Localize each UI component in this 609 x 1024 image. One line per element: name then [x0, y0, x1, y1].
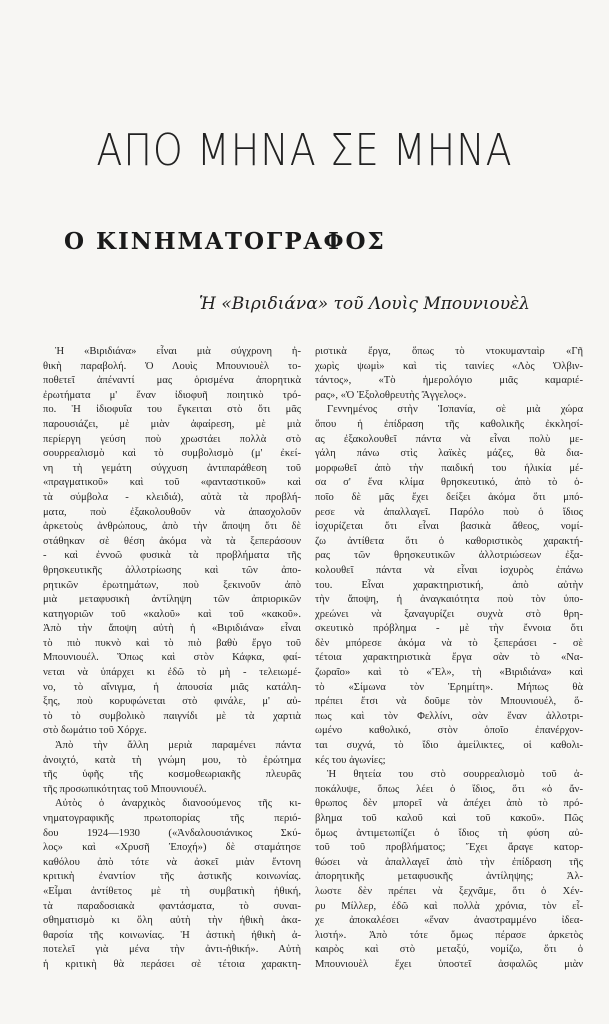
text-line: παρουσιάζει, μὲ μιὰν ἀφαίρεση, μὲ μιὰ — [43, 418, 301, 430]
text-line: θώσει νὰ ἀπαλλαγεῖ ἀπὸ τὴν ἐπίδραση τῆς — [315, 856, 583, 868]
text-line: πρέπει ἔτσι νὰ δοῦμε τὸν Μπουνιουέλ, ὅ- — [315, 696, 583, 708]
paragraph — [43, 739, 301, 797]
text-line: ἀπορητικῆς μεταφυσικῆς ἀντίληψης; Ἀλ- — [315, 871, 583, 883]
text-line: τὸ τὸ συμβολικὸ παιγνίδι μὲ τὰ χαρτιὰ — [43, 710, 301, 722]
text-line: χωρὶς ψωμὶ» καὶ τὶς ταινίες «Λὸς Ὀλβιν- — [315, 360, 583, 372]
text-line: νη τὴ γεμάτη σύγχυση ἀντιπαράθεση τοῦ — [43, 462, 301, 474]
text-line: ωμένο καθολικό, στὸν ὁποῖο ἐπανέρχον- — [315, 725, 583, 737]
text-line: ἀρκετοὺς ἀνθρώπους, ἀπὸ τὴν ἄποψη ὅτι δὲ — [43, 521, 301, 533]
text-line: ὅμως ἀντιμετωπίζει ὁ ἴδιος τὴ φύση αὐ- — [315, 827, 583, 839]
text-line: ὅπου ἡ ἐπίδραση τῆς καθολικῆς ἐκκλησί- — [315, 418, 583, 430]
text-line: του. Εἶναι χαρακτηριστική, ἀπὸ αὐτὴν — [315, 579, 583, 591]
text-line: νεται νὰ ὑπάρχει κι ἐδῶ τὸ μὴ - τελειωμέ- — [43, 667, 301, 679]
text-line: ρυ Μίλλερ, ἐδῶ καὶ πολλὰ χρόνια, τὸν εἶ- — [315, 900, 583, 912]
text-line: Ἡ «Βιριδιάνα» εἶναι μιὰ σύγχρονη ἠ- — [55, 346, 301, 357]
paragraph — [315, 768, 583, 972]
text-line: κατηγοριῶν τοῦ «καλοῦ» καὶ τοῦ «κακοῦ». — [43, 608, 301, 620]
text-line: Μπουνιουὲλ ἔχει ὑποστεῖ ἀσφαλῶς μιὰν — [315, 958, 583, 970]
text-line: ἀνοιχτό, κατὰ τὴ γνώμη μου, τὸ ἐρώτημα — [43, 754, 301, 766]
text-line: ἐρωτήματα μ' ἕναν ἰδιοφυῆ ποιητικὸ τρό- — [43, 389, 301, 401]
text-line: ἡ κριτικὴ θὰ περάσει σὲ τέτοια χαρακτη- — [43, 958, 301, 970]
page-title: ΑΠΟ ΜΗΝΑ ΣΕ ΜΗΝΑ — [96, 124, 513, 176]
text-line: ματα, ποὺ ἐξακολουθοῦν νὰ ἀπασχολοῦν — [43, 506, 301, 518]
text-line: στὸ δωμάτιο τοῦ Χόρχε. — [43, 725, 147, 737]
paragraph — [43, 345, 301, 739]
text-line: καιρὸς καὶ στὸ μεταξύ, νομίζω, ὅτι ὁ — [315, 944, 583, 956]
text-line: βλημα τοῦ καλοῦ καὶ τοῦ κακοῦ». Πῶς — [315, 813, 583, 824]
text-line: καθόλου ἀπὸ τότε νὰ ἀσκεῖ μιὰν ἔντονη — [43, 856, 301, 868]
text-line: τὸ πιὸ πυκνὸ καὶ τὸ πιὸ βαθὺ ἔργο τοῦ — [43, 637, 301, 649]
text-line: ριστικὰ ἔργα, ὅπως τὸ ντοκυμανταὶρ «Γῆ — [315, 346, 583, 357]
text-line: Αὐτὸς ὁ ἀναρχικὸς διανοούμενος τῆς κι- — [55, 798, 301, 810]
text-line: χρεώνει νὰ ξαναγυρίζει συχνὰ στὸ θρη- — [315, 608, 583, 620]
text-line: ται συχνά, τὸ ἴδιο ἀμείλικτες, οἱ καθολι- — [315, 740, 583, 752]
text-line: - καὶ ἐννοῶ φυσικὰ τὰ προβλήματα τῆς — [43, 550, 301, 562]
text-line: θρωπος δὲν μπορεῖ νὰ ἀπέχει ἀπὸ τὸ πρό- — [315, 798, 583, 810]
text-line: κές του ἀγωνίες; — [315, 754, 386, 766]
text-line: Ἀπὸ τὴν ἄποψη αὐτὴ ἡ «Βιριδιάνα» εἶναι — [43, 623, 301, 635]
text-line: τὰ παραδοσιακὰ φαντάσματα, τὸ συναι- — [43, 900, 301, 912]
text-line: ποκάλυψε, ὅπως λέει ὁ ἴδιος, ὅτι «ὁ ἄν- — [315, 783, 583, 795]
text-line: λωστε δὲν πρέπει νὰ ξεχνᾶμε, ὅτι ὁ Χέν- — [315, 885, 583, 897]
article-subtitle: Ἡ «Βιριδιάνα» τοῦ Λουὶς Μπουνιουὲλ — [199, 294, 530, 314]
text-line: κολουθεῖ πάντα νὰ εἶναι ἰσχυρὸς ἐπάνω — [315, 564, 583, 576]
paragraph — [315, 403, 583, 768]
text-line: γάλη πάνω στὶς λαϊκὲς μάζες, θὰ δια- — [315, 448, 583, 460]
text-line: τῆς προσωπικότητας τοῦ Μπουνιουέλ. — [43, 783, 207, 795]
text-line: «πραγματικοῦ» καὶ τοῦ «φανταστικοῦ» καὶ — [43, 477, 301, 489]
text-line: τάντος», «Τὸ ἡμερολόγιο μιᾶς καμαριέ- — [315, 375, 583, 387]
text-line: νηματογραφικῆς πρωτοπορίας τῆς περιό- — [43, 813, 301, 824]
text-line: σα σ' ἕνα κλίμα θρησκευτικό, ἀπὸ τὸ ὁ- — [315, 477, 583, 489]
text-line: ξης, ποὺ κορυφώνεται στὸ φινάλε, μ' αὐ- — [43, 696, 301, 708]
text-line: πο. Ἡ ἰδιοφυΐα του ἔγκειται στὸ ὅτι μᾶς — [43, 404, 301, 416]
text-line: τὰ σύμβολα - κλειδιά), αὐτὰ τὰ προβλή- — [43, 491, 301, 503]
text-line: Ἡ θητεία του στὸ σουρρεαλισμὸ τοῦ ἀ- — [327, 769, 583, 781]
text-line: θαρσία τῆς κοινωνίας. Ἡ ἀστικὴ ἠθικὴ ἀ- — [43, 929, 301, 941]
text-line: ποθετεῖ ἀπέναντί μας ὁρισμένα ἀπορητικὰ — [43, 375, 301, 387]
section-title: Ο ΚΙΝΗΜΑΤΟΓΡΑΦΟΣ — [64, 228, 386, 255]
text-line: «Εἶμαι ἀντίθετος μὲ τὴ συμβατικὴ ἠθική, — [43, 885, 301, 897]
text-line: ποῖο δὲ μᾶς ἔχει δείξει ἀκόμα ὅτι μπό- — [315, 491, 583, 503]
text-line: νο, τὸ αἴνιγμα, ἡ ἀπουσία μιᾶς κατάλη- — [43, 681, 301, 693]
text-line: ας ἐξακολουθεῖ πάντα νὰ εἶναι πολὺ με- — [315, 433, 583, 445]
text-line: θικὴ παραβολή. Ὁ Λουὶς Μπουνιουὲλ το- — [43, 360, 301, 372]
text-line: σθηματισμὸ κι ὅλη αὐτὴ τὴν ἠθικὴ ἀκα- — [43, 915, 301, 927]
text-line: κριτικὴ ἐναντίον τῆς ἀστικῆς κοινωνίας. — [43, 871, 301, 883]
text-line: τέτοια χαρακτηριστικὰ ἔργα σὰν τὸ «Να- — [315, 652, 583, 664]
article-column-left — [43, 345, 301, 973]
text-line: ρητικῶν ἐρωτημάτων, ποὺ ξεκινοῦν ἀπὸ — [43, 579, 301, 591]
text-line: μιὰ μεταφυσικὴ ἀντίληψη τῶν ἀπριορικῶν — [43, 594, 301, 606]
text-line: Ἀπὸ τὴν ἄλλη μεριὰ παραμένει πάντα — [55, 740, 301, 752]
text-line: λιστή». Ἀπὸ τότε ὅμως πέρασε ἀρκετὸς — [315, 929, 583, 941]
paragraph — [315, 345, 583, 403]
text-line: σουρρεαλισμὸ καὶ τὸ συμβολισμὸ (μ' ἐκεί- — [43, 448, 301, 460]
text-line: ρας», «Ὁ Ἐξολοθρευτὴς Ἄγγελος». — [315, 389, 467, 401]
text-line: μορφωθεῖ ἀπὸ τὴν παιδική του ἡλικία μέ- — [315, 462, 583, 474]
text-line: τὸ «Σίμωνα τὸν Ἐρημίτη». Μήπως θὰ — [315, 681, 583, 693]
text-line: Γεννημένος στὴν Ἱσπανία, σὲ μιὰ χώρα — [327, 404, 583, 416]
text-line: πως καὶ τὸν Φελλίνι, σὰν ἕναν ἀλλοτρι- — [315, 710, 583, 722]
text-line: θρησκευτικῆς ἀλλοτρίωσης καὶ τῶν ἀπο- — [43, 564, 301, 576]
text-line: ἰσχυρίζεται ὅτι εἶναι βασικὰ ἄθεος, νομί- — [315, 521, 583, 533]
text-line: περίεργη γεύση ποὺ χρωστάει πολλὰ στὸ — [43, 433, 301, 445]
text-line: δου 1924—1930 («Ἀνδαλουσιάνικος Σκύ- — [43, 827, 301, 839]
text-line: λος» καὶ «Χρυσῆ Ἐποχή») δὲ σταμάτησε — [43, 842, 301, 854]
text-line: χε ἀποκαλέσει «ἕναν ἀναστραμμένο ἰδεα- — [315, 915, 583, 927]
text-line: ρας τῶν θρησκευτικῶν ἀλλοτριώσεων ἐξα- — [315, 550, 583, 562]
text-line: τοῦ τοῦ προβλήματος; Ἔχει ἄραγε κατορ- — [315, 842, 583, 854]
text-line: σκευτικὸ πρόβλημα - μὲ τὴν ἔννοια ὅτι — [315, 623, 583, 635]
article-column-right — [315, 345, 583, 973]
text-line: τῆς ὑφῆς τῆς κοσμοθεωριακῆς πλευρᾶς — [43, 769, 301, 781]
text-line: ποτελεῖ γιὰ μένα τὴν ἀντι-ἠθική». Αὐτὴ — [43, 944, 301, 956]
paragraph — [43, 797, 301, 972]
text-line: ζωραῖο» καὶ τὸ «Ἔλ», τὴ «Βιριδιάνα» καὶ — [315, 667, 583, 679]
text-line: ρεσε νὰ ἀπαλλαγεῖ. Παρόλο ποὺ ὁ ἴδιος — [315, 506, 583, 518]
text-line: ζω ἀντίθετα ὅτι ὁ καθοριστικὸς χαρακτή- — [315, 535, 583, 547]
text-line: τὴν ἄποψη, ἡ ἀναγκαιότητα ποὺ τὸν ὑπο- — [315, 594, 583, 606]
text-line: Μπουνιουέλ. Ὅπως καὶ στὸν Κάφκα, φαί- — [43, 652, 301, 664]
text-line: στάθηκαν σὲ θέση ἀκόμα νὰ τὰ ξεπεράσουν — [43, 535, 301, 547]
text-line: δὲν μπόρεσε ἀκόμα νὰ τὸ ξεπεράσει - σὲ — [315, 637, 583, 649]
